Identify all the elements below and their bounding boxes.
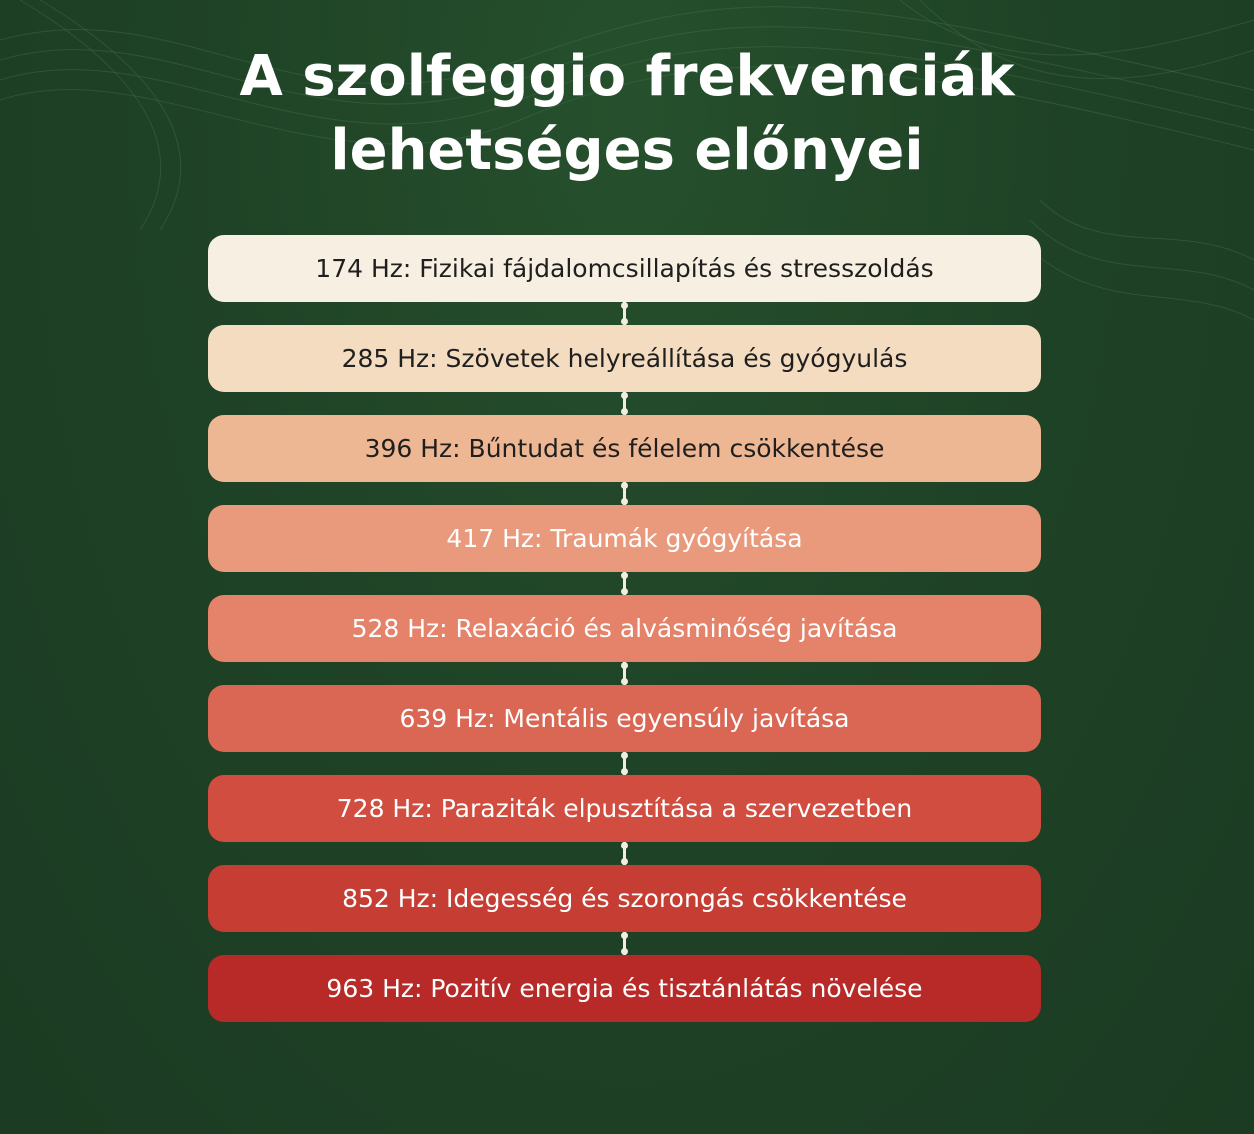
frequency-item [208, 235, 1041, 302]
connector-dot [621, 678, 628, 685]
frequency-item-label: 396 Hz: Bűntudat és félelem csökkentése [364, 434, 885, 463]
connector-dot [621, 588, 628, 595]
connector-dot [621, 302, 628, 309]
connector [208, 752, 1041, 775]
frequency-item-label: 285 Hz: Szövetek helyreállítása és gyógyulás [341, 344, 908, 373]
connector [208, 392, 1041, 415]
frequency-item [208, 415, 1041, 482]
connector-dot [621, 932, 628, 939]
frequency-item-label: 528 Hz: Relaxáció és alvásminőség javítása [351, 614, 898, 643]
connector-dot [621, 482, 628, 489]
connector-dot [621, 572, 628, 579]
connector-dot [621, 948, 628, 955]
frequency-item-label: 852 Hz: Idegesség és szorongás csökkentése [342, 884, 907, 913]
connector-dot [621, 858, 628, 865]
frequency-list [208, 235, 1041, 1022]
connector [208, 932, 1041, 955]
frequency-item [208, 865, 1041, 932]
connector-dot [621, 392, 628, 399]
connector-dot [621, 318, 628, 325]
frequency-item [208, 325, 1041, 392]
connector-dot [621, 842, 628, 849]
connector [208, 842, 1041, 865]
connector [208, 482, 1041, 505]
frequency-item-label: 174 Hz: Fizikai fájdalomcsillapítás és stresszoldás [315, 254, 934, 283]
connector [208, 662, 1041, 685]
connector-dot [621, 662, 628, 669]
frequency-item-label: 963 Hz: Pozitív energia és tisztánlátás növelése [326, 974, 923, 1003]
frequency-item-label: 728 Hz: Paraziták elpusztítása a szervezetben [336, 794, 913, 823]
page-title-line-2: lehetséges előnyei [330, 118, 924, 183]
connector-dot [621, 752, 628, 759]
page-title [0, 40, 1254, 188]
frequency-item [208, 775, 1041, 842]
frequency-item-label: 639 Hz: Mentális egyensúly javítása [399, 704, 850, 733]
connector [208, 302, 1041, 325]
frequency-item [208, 505, 1041, 572]
connector-dot [621, 768, 628, 775]
frequency-item [208, 955, 1041, 1022]
connector [208, 572, 1041, 595]
page-title-line-1: A szolfeggio frekvenciák [239, 44, 1015, 109]
connector-dot [621, 408, 628, 415]
frequency-item [208, 595, 1041, 662]
frequency-item-label: 417 Hz: Traumák gyógyítása [446, 524, 803, 553]
frequency-item [208, 685, 1041, 752]
connector-dot [621, 498, 628, 505]
